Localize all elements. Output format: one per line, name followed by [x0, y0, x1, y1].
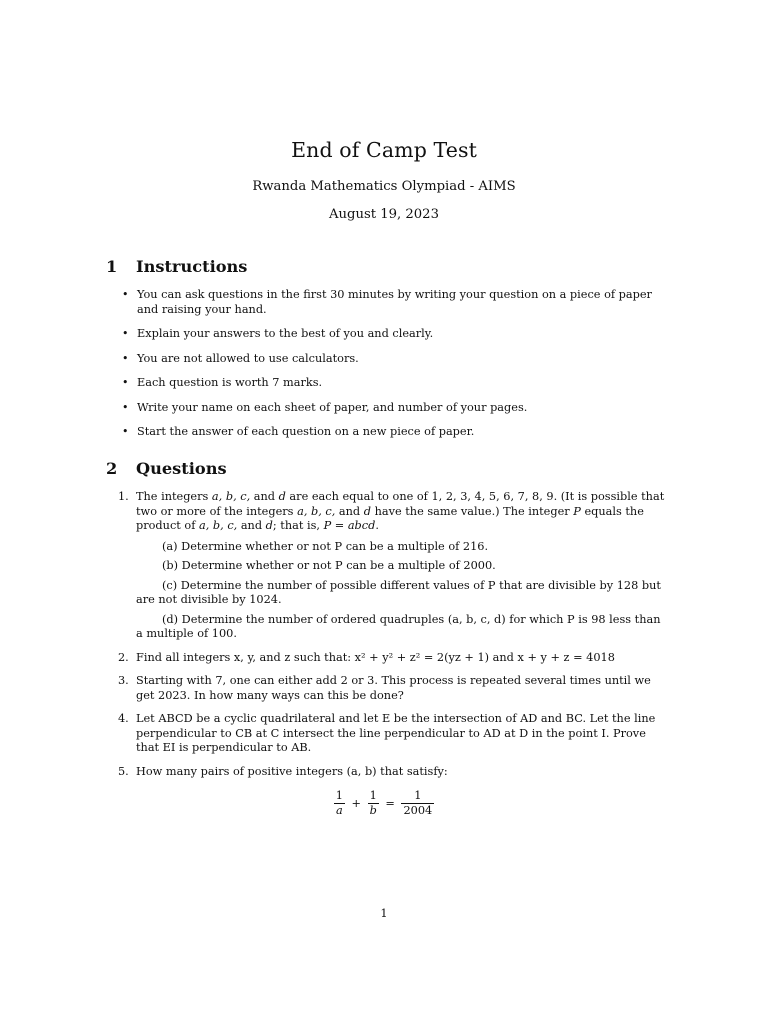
question-text: Let ABCD be a cyclic quadrilateral and let E be the intersection of AD and BC. Let the line perpendicular to CB at C intersect the line perpendicular to AD at D in the point I. Prove that EI is perpendicular to AB. — [136, 712, 656, 754]
questions-list — [118, 490, 666, 788]
question-4 — [118, 712, 666, 756]
bullet-icon: • — [122, 351, 129, 365]
fraction-1-over-a: $\frac{1}{a}$ — [335, 789, 343, 817]
plus-sign: + — [351, 797, 361, 810]
question-2 — [118, 651, 666, 666]
question-1-part-c: (c) Determine the number of possible different values of P that are divisible by 128 but are not divisible by 1024. — [136, 578, 661, 606]
section-title: Questions — [136, 459, 227, 478]
section-title: Instructions — [136, 257, 248, 276]
question-3 — [118, 674, 666, 703]
equals-sign: = — [385, 797, 395, 810]
question-text: Starting with 7, one can either add 2 or 3. This process is repeated several times until we get 2023. In how many ways can this be done? — [136, 674, 651, 702]
bullet-icon: • — [122, 400, 129, 414]
question-number: 4. — [118, 712, 129, 725]
question-5 — [118, 765, 666, 780]
instructions-list — [122, 288, 667, 450]
list-item: • Each question is worth 7 marks. — [122, 376, 323, 389]
fraction-1-over-2004: $\frac{1}{2004}$ — [403, 789, 433, 817]
page-number: 1 — [380, 907, 388, 920]
list-item: • Write your name on each sheet of paper, and number of your pages. — [122, 400, 528, 414]
section-heading-questions — [106, 459, 227, 478]
question-number: 3. — [118, 674, 129, 687]
document-title: End of Camp Test — [291, 138, 477, 162]
document-date: August 19, 2023 — [329, 207, 439, 222]
bullet-icon: • — [122, 288, 129, 301]
bullet-icon: • — [122, 327, 129, 340]
question-1: 1. The integers a, b, c, and d are each equal to one of 1, 2, 3, 4, 5, 6, 7, 8, 9. (It is possible that two or more of the integers a, b, c, and d have the same value.) The integer P equals the product of a, b, c, and d; that is, P = abcd. (a) Determine whether or not P can be a multiple of 216. (b) Determine whether or not P can be a multiple of 2000. (c) Determine the number of possible different values of P that are divisible by 128 but are not divisible by 1024. (d) Determine the number of ordered quadruples (a, b, c, d) for which P is 98 less than a multiple of 100. — [118, 490, 665, 640]
question-text: Find all integers x, y, and z such that: x² + y² + z² = 2(yz + 1) and x + y + z = 4018 — [136, 650, 615, 664]
question-1-part-a: (a) Determine whether or not P can be a multiple of 216. — [162, 539, 489, 553]
question-text: How many pairs of positive integers (a, b) that satisfy: — [136, 764, 448, 778]
section-number: 1 — [106, 257, 118, 276]
list-item: • You are not allowed to use calculators. — [122, 351, 359, 365]
question-1-part-d: (d) Determine the number of ordered quadruples (a, b, c, d) for which P is 98 less than a multiple of 100. — [136, 612, 661, 640]
fraction-1-over-b: $\frac{1}{b}$ — [369, 789, 377, 817]
fraction-equation — [0, 789, 768, 818]
bullet-icon: • — [122, 425, 129, 438]
section-heading-instructions — [106, 257, 247, 276]
question-number: 5. — [118, 764, 129, 778]
list-item: • You can ask questions in the first 30 minutes by writing your question on a piece of paper and raising your hand. — [122, 288, 652, 316]
question-number: 1. — [118, 490, 129, 503]
bullet-icon: • — [122, 376, 129, 389]
section-number: 2 — [106, 459, 118, 478]
document-subtitle: Rwanda Mathematics Olympiad - AIMS — [252, 179, 516, 194]
list-item: • Start the answer of each question on a new piece of paper. — [122, 425, 475, 438]
question-1-part-b: (b) Determine whether or not P can be a multiple of 2000. — [162, 559, 496, 572]
list-item: • Explain your answers to the best of you and clearly. — [122, 327, 434, 340]
question-number: 2. — [118, 650, 129, 664]
